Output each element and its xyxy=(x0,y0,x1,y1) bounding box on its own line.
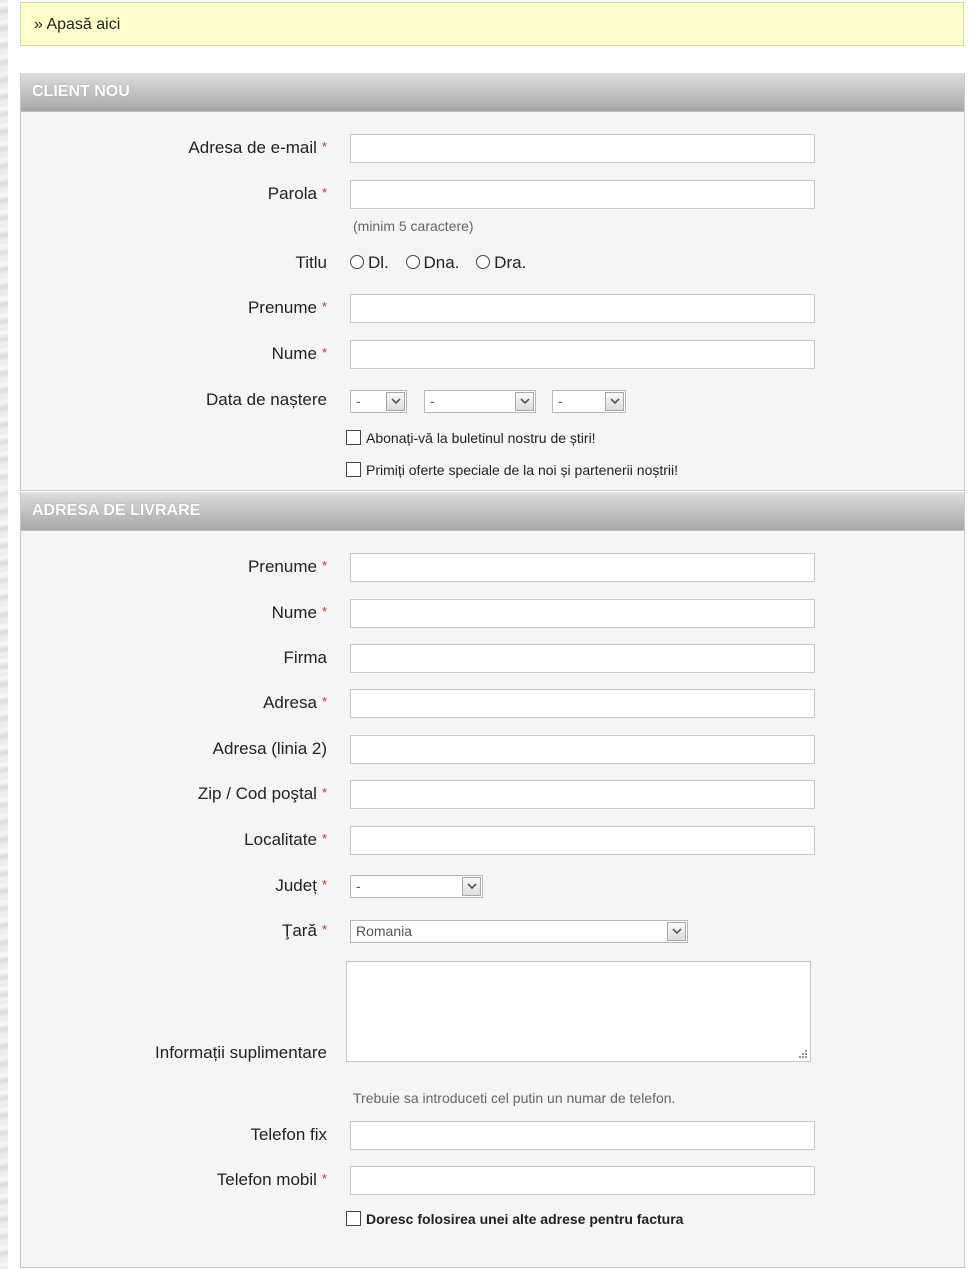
delivery-firstname-row xyxy=(21,552,964,582)
firstname-input[interactable] xyxy=(350,294,815,323)
delivery-panel-title: ADRESA DE LIVRARE xyxy=(21,492,964,531)
required-mark: * xyxy=(321,558,327,573)
country-label: Ţară * xyxy=(281,921,327,940)
chevron-down-icon[interactable] xyxy=(605,392,624,411)
mobile-input[interactable] xyxy=(350,1166,815,1195)
other-info-label: Informații suplimentare xyxy=(155,1043,327,1062)
city-label: Localitate * xyxy=(244,830,327,849)
title-option-dna[interactable]: Dna. xyxy=(406,248,460,278)
title-radio-group xyxy=(350,248,538,278)
lastname-row xyxy=(21,339,964,369)
required-mark: * xyxy=(321,604,327,619)
email-label: Adresa de e-mail * xyxy=(188,138,327,157)
email-row xyxy=(21,133,964,163)
country-select[interactable]: Romania xyxy=(350,920,688,943)
zip-label: Zip / Cod poştal * xyxy=(197,784,327,803)
page-background-strip xyxy=(0,0,8,1269)
county-row xyxy=(21,871,964,901)
radio-button[interactable] xyxy=(350,255,364,269)
invoice-address-option[interactable]: Doresc folosirea unei alte adrese pentru factura xyxy=(346,1211,683,1227)
zip-input[interactable] xyxy=(350,780,815,809)
click-here-link[interactable]: » Apasă aici xyxy=(34,16,121,33)
zip-row xyxy=(21,779,964,809)
radio-button[interactable] xyxy=(476,255,490,269)
offers-option[interactable]: Primiți oferte speciale de la noi și partenerii noștrii! xyxy=(346,462,678,478)
newsletter-option[interactable]: Abonați-vă la buletinul nostru de știri! xyxy=(346,430,596,446)
required-mark: * xyxy=(321,299,327,314)
required-mark: * xyxy=(321,922,327,937)
password-label: Parola * xyxy=(267,184,327,203)
radio-button[interactable] xyxy=(406,255,420,269)
phone-input[interactable] xyxy=(350,1121,815,1150)
address-input[interactable] xyxy=(350,689,815,718)
phone-note: Trebuie sa introduceti cel putin un numar de telefon. xyxy=(353,1090,676,1106)
delivery-lastname-input[interactable] xyxy=(350,599,815,628)
address-row xyxy=(21,688,964,718)
required-mark: * xyxy=(321,877,327,892)
firstname-row xyxy=(21,293,964,323)
phone-label: Telefon fix xyxy=(250,1125,327,1144)
password-hint: (minim 5 caractere) xyxy=(353,218,474,234)
mobile-label: Telefon mobil * xyxy=(216,1170,327,1189)
chevron-down-icon[interactable] xyxy=(386,392,405,411)
birth-year-select[interactable]: - xyxy=(552,390,626,413)
title-option-dl[interactable]: Dl. xyxy=(350,248,389,278)
county-select[interactable]: - xyxy=(350,875,483,898)
notice-bar xyxy=(20,2,964,46)
required-mark: * xyxy=(321,785,327,800)
required-mark: * xyxy=(321,345,327,360)
offers-checkbox[interactable] xyxy=(346,462,361,477)
required-mark: * xyxy=(321,831,327,846)
city-input[interactable] xyxy=(350,826,815,855)
lastname-input[interactable] xyxy=(350,340,815,369)
city-row xyxy=(21,825,964,855)
birthdate-label: Data de naștere xyxy=(206,390,327,409)
birthdate-row xyxy=(21,385,964,415)
other-info-row xyxy=(21,1038,964,1068)
client-panel xyxy=(20,73,965,491)
title-row xyxy=(21,248,964,278)
address2-label: Adresa (linia 2) xyxy=(212,739,327,758)
required-mark: * xyxy=(321,1171,327,1186)
firstname-label: Prenume * xyxy=(247,298,327,317)
address2-input[interactable] xyxy=(350,735,815,764)
address2-row xyxy=(21,734,964,764)
county-label: Județ * xyxy=(275,876,327,895)
chevron-down-icon[interactable] xyxy=(462,877,481,896)
address-label: Adresa * xyxy=(263,693,327,712)
required-mark: * xyxy=(321,694,327,709)
newsletter-checkbox[interactable] xyxy=(346,430,361,445)
delivery-firstname-label: Prenume * xyxy=(247,557,327,576)
title-option-dra[interactable]: Dra. xyxy=(476,248,526,278)
delivery-lastname-label: Nume * xyxy=(271,603,327,622)
required-mark: * xyxy=(321,139,327,154)
company-input[interactable] xyxy=(350,644,815,673)
chevron-down-icon[interactable] xyxy=(515,392,534,411)
birth-day-select[interactable]: - xyxy=(350,390,407,413)
phone-row xyxy=(21,1120,964,1150)
country-row xyxy=(21,916,964,946)
password-row xyxy=(21,179,964,209)
required-mark: * xyxy=(321,185,327,200)
birth-month-select[interactable]: - xyxy=(424,390,536,413)
invoice-address-checkbox[interactable] xyxy=(346,1211,361,1226)
mobile-row xyxy=(21,1165,964,1195)
client-panel-title: CLIENT NOU xyxy=(21,73,964,112)
chevron-down-icon[interactable] xyxy=(667,922,686,941)
company-row xyxy=(21,643,964,673)
delivery-panel xyxy=(20,492,965,1268)
email-input[interactable] xyxy=(350,134,815,163)
company-label: Firma xyxy=(283,648,327,667)
password-input[interactable] xyxy=(350,180,815,209)
lastname-label: Nume * xyxy=(271,344,327,363)
title-label: Titlu xyxy=(295,253,327,272)
delivery-firstname-input[interactable] xyxy=(350,553,815,582)
delivery-lastname-row xyxy=(21,598,964,628)
